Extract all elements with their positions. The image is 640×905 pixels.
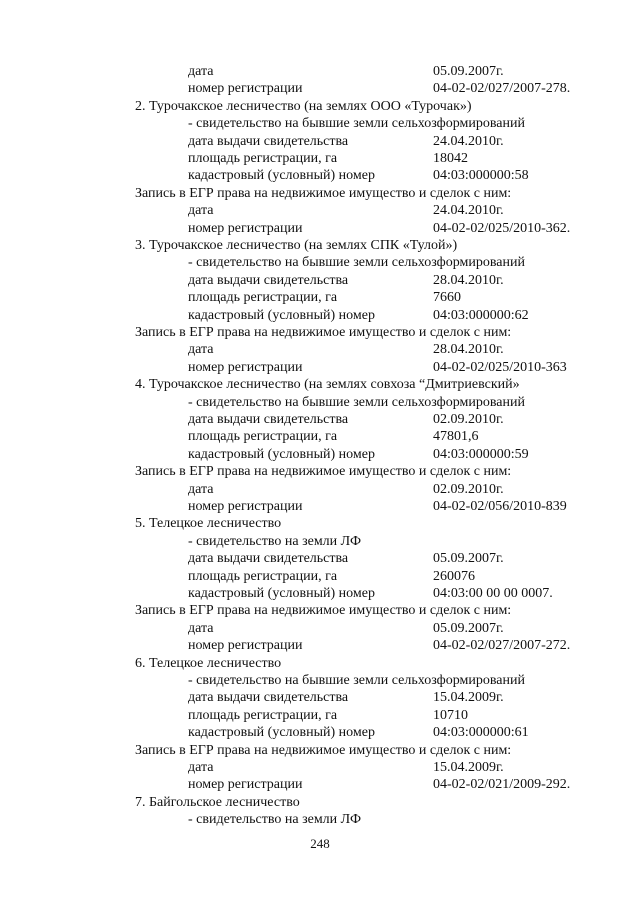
registry-entry-line: Запись в ЕГР права на недвижимое имущество и сделок с ним:	[135, 603, 512, 618]
field-value: 04:03:000000:59	[433, 447, 529, 462]
field-value: 24.04.2010г.	[433, 203, 504, 218]
field-value: 28.04.2010г.	[433, 273, 504, 288]
field-value: 04-02-02/027/2007-272.	[433, 638, 571, 653]
field-value: 28.04.2010г.	[433, 342, 504, 357]
field-label: дата	[188, 203, 214, 218]
field-value: 7660	[433, 290, 461, 305]
certificate-line: - свидетельство на бывшие земли сельхозформирований	[188, 116, 525, 131]
field-label: дата выдачи свидетельства	[188, 412, 349, 427]
registry-entry-line: Запись в ЕГР права на недвижимое имущество и сделок с ним:	[135, 464, 512, 479]
field-label: номер регистрации	[188, 81, 303, 96]
field-value: 04:03:00 00 00 0007.	[433, 586, 553, 601]
field-label: номер регистрации	[188, 638, 303, 653]
section-heading: 5. Телецкое лесничество	[135, 516, 282, 531]
field-value: 24.04.2010г.	[433, 134, 504, 149]
field-label: площадь регистрации, га	[188, 708, 338, 723]
field-value: 05.09.2007г.	[433, 621, 504, 636]
field-value: 04:03:000000:61	[433, 725, 529, 740]
field-value: 15.04.2009г.	[433, 690, 504, 705]
field-label: номер регистрации	[188, 499, 303, 514]
field-value: 15.04.2009г.	[433, 760, 504, 775]
field-value: 04-02-02/025/2010-362.	[433, 221, 571, 236]
field-value: 04:03:000000:58	[433, 168, 529, 183]
section-heading: 2. Турочакское лесничество (на землях ООО «Турочак»)	[135, 99, 472, 114]
field-value: 04-02-02/025/2010-363	[433, 360, 567, 375]
field-label: дата выдачи свидетельства	[188, 551, 349, 566]
field-value: 04:03:000000:62	[433, 308, 529, 323]
field-label: дата	[188, 621, 214, 636]
field-label: дата	[188, 760, 214, 775]
certificate-line: - свидетельство на бывшие земли сельхозформирований	[188, 395, 525, 410]
field-value: 18042	[433, 151, 468, 166]
field-value: 47801,6	[433, 429, 479, 444]
field-label: кадастровый (условный) номер	[188, 308, 375, 323]
section-heading: 7. Байгольское лесничество	[135, 795, 300, 810]
field-value: 05.09.2007г.	[433, 551, 504, 566]
certificate-line: - свидетельство на земли ЛФ	[188, 812, 362, 827]
field-label: площадь регистрации, га	[188, 569, 338, 584]
section-heading: 6. Телецкое лесничество	[135, 656, 282, 671]
section-heading: 3. Турочакское лесничество (на землях СПК «Тулой»)	[135, 238, 458, 253]
field-label: кадастровый (условный) номер	[188, 586, 375, 601]
field-value: 04-02-02/056/2010-839	[433, 499, 567, 514]
registry-entry-line: Запись в ЕГР права на недвижимое имущество и сделок с ним:	[135, 743, 512, 758]
registry-entry-line: Запись в ЕГР права на недвижимое имущество и сделок с ним:	[135, 325, 512, 340]
field-value: 04-02-02/021/2009-292.	[433, 777, 571, 792]
field-label: дата	[188, 482, 214, 497]
field-label: площадь регистрации, га	[188, 290, 338, 305]
field-label: номер регистрации	[188, 360, 303, 375]
certificate-line: - свидетельство на бывшие земли сельхозформирований	[188, 673, 525, 688]
field-label: кадастровый (условный) номер	[188, 725, 375, 740]
page-number: 248	[310, 836, 330, 851]
field-label: номер регистрации	[188, 777, 303, 792]
field-label: площадь регистрации, га	[188, 429, 338, 444]
field-label: кадастровый (условный) номер	[188, 447, 375, 462]
field-label: дата выдачи свидетельства	[188, 273, 349, 288]
registry-entry-line: Запись в ЕГР права на недвижимое имущество и сделок с ним:	[135, 186, 512, 201]
field-label: дата выдачи свидетельства	[188, 690, 349, 705]
section-heading: 4. Турочакское лесничество (на землях совхоза “Дмитриевский»	[135, 377, 520, 392]
field-label: дата	[188, 342, 214, 357]
field-label: кадастровый (условный) номер	[188, 168, 375, 183]
field-value: 10710	[433, 708, 468, 723]
field-label: дата выдачи свидетельства	[188, 134, 349, 149]
field-value: 02.09.2010г.	[433, 412, 504, 427]
field-value: 04-02-02/027/2007-278.	[433, 81, 571, 96]
field-value: 02.09.2010г.	[433, 482, 504, 497]
certificate-line: - свидетельство на бывшие земли сельхозформирований	[188, 255, 525, 270]
field-value: 05.09.2007г.	[433, 64, 504, 79]
field-label: номер регистрации	[188, 221, 303, 236]
field-label: дата	[188, 64, 214, 79]
field-value: 260076	[433, 569, 475, 584]
certificate-line: - свидетельство на земли ЛФ	[188, 534, 362, 549]
field-label: площадь регистрации, га	[188, 151, 338, 166]
